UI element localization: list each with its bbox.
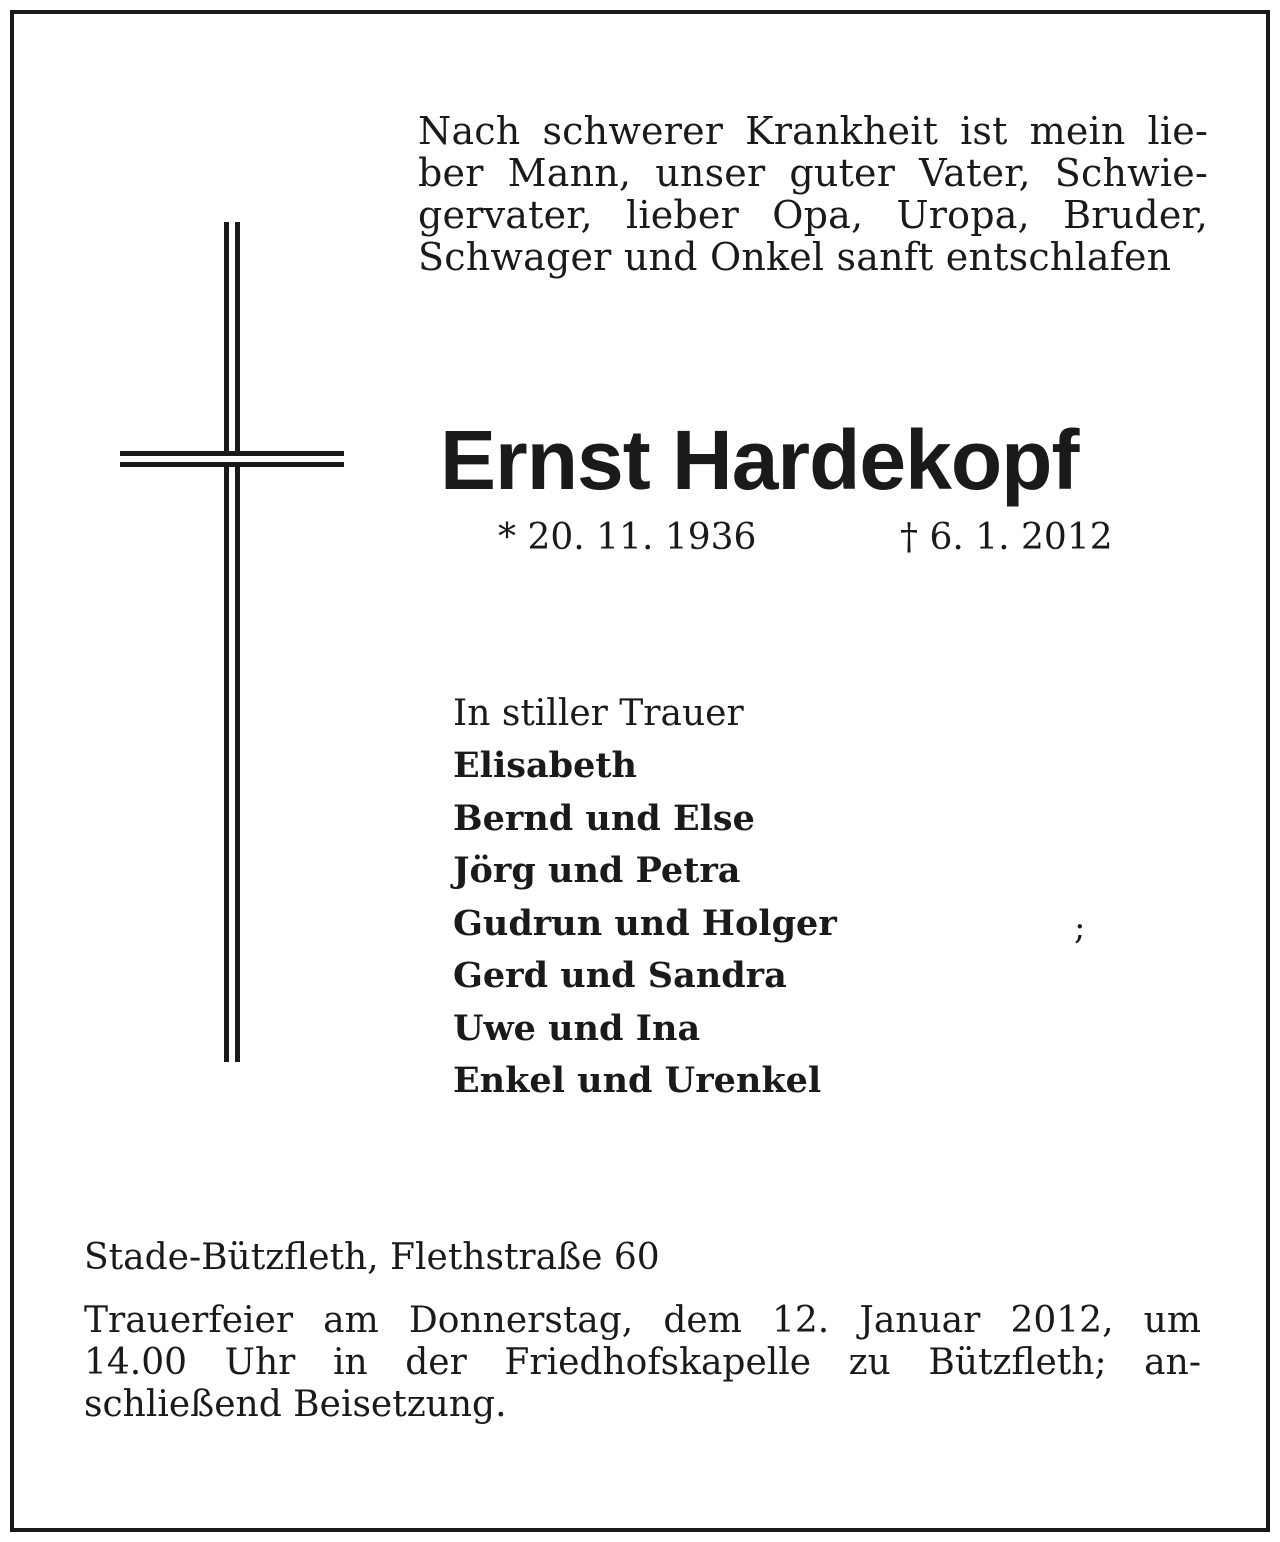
intro-line: gervater, lieber Opa, Uropa, Bruder, <box>418 193 1208 237</box>
family-member: Jörg und Petra <box>453 850 741 891</box>
family-member: Enkel und Urenkel <box>453 1060 822 1101</box>
intro-line: Schwager und Onkel sanft entschlafen <box>418 235 1172 279</box>
intro-line: ber Mann, unser guter Vater, Schwie- <box>418 151 1208 195</box>
address: Stade-Bützfleth, Flethstraße 60 <box>84 1237 660 1278</box>
ceremony-line: schließend Beisetzung. <box>84 1384 507 1425</box>
mourning-lead: In stiller Trauer <box>453 693 744 734</box>
cross-icon <box>120 222 344 1062</box>
family-member: Bernd und Else <box>453 797 755 839</box>
family-list <box>453 740 1153 1108</box>
stray-semicolon: ; <box>1074 908 1086 948</box>
intro-text <box>418 110 1208 278</box>
deceased-name: Ernst Hardekopf <box>440 413 1079 507</box>
ceremony-line: 14.00 Uhr in der Friedhofskapelle zu Bützfleth; an- <box>84 1342 1201 1383</box>
family-member: Elisabeth <box>453 745 638 786</box>
intro-line: Nach schwerer Krankheit ist mein lie- <box>418 109 1208 153</box>
death-date: † 6. 1. 2012 <box>900 517 1113 558</box>
mourners-block <box>453 688 1153 1108</box>
family-member: Gudrun und Holger <box>453 902 837 944</box>
birth-date: * 20. 11. 1936 <box>498 517 757 558</box>
family-member: Uwe und Ina <box>453 1007 701 1049</box>
ceremony-info <box>84 1300 1201 1426</box>
family-member: Gerd und Sandra <box>453 955 787 996</box>
ceremony-line: Trauerfeier am Donnerstag, dem 12. Januar 2012, um <box>84 1300 1201 1341</box>
